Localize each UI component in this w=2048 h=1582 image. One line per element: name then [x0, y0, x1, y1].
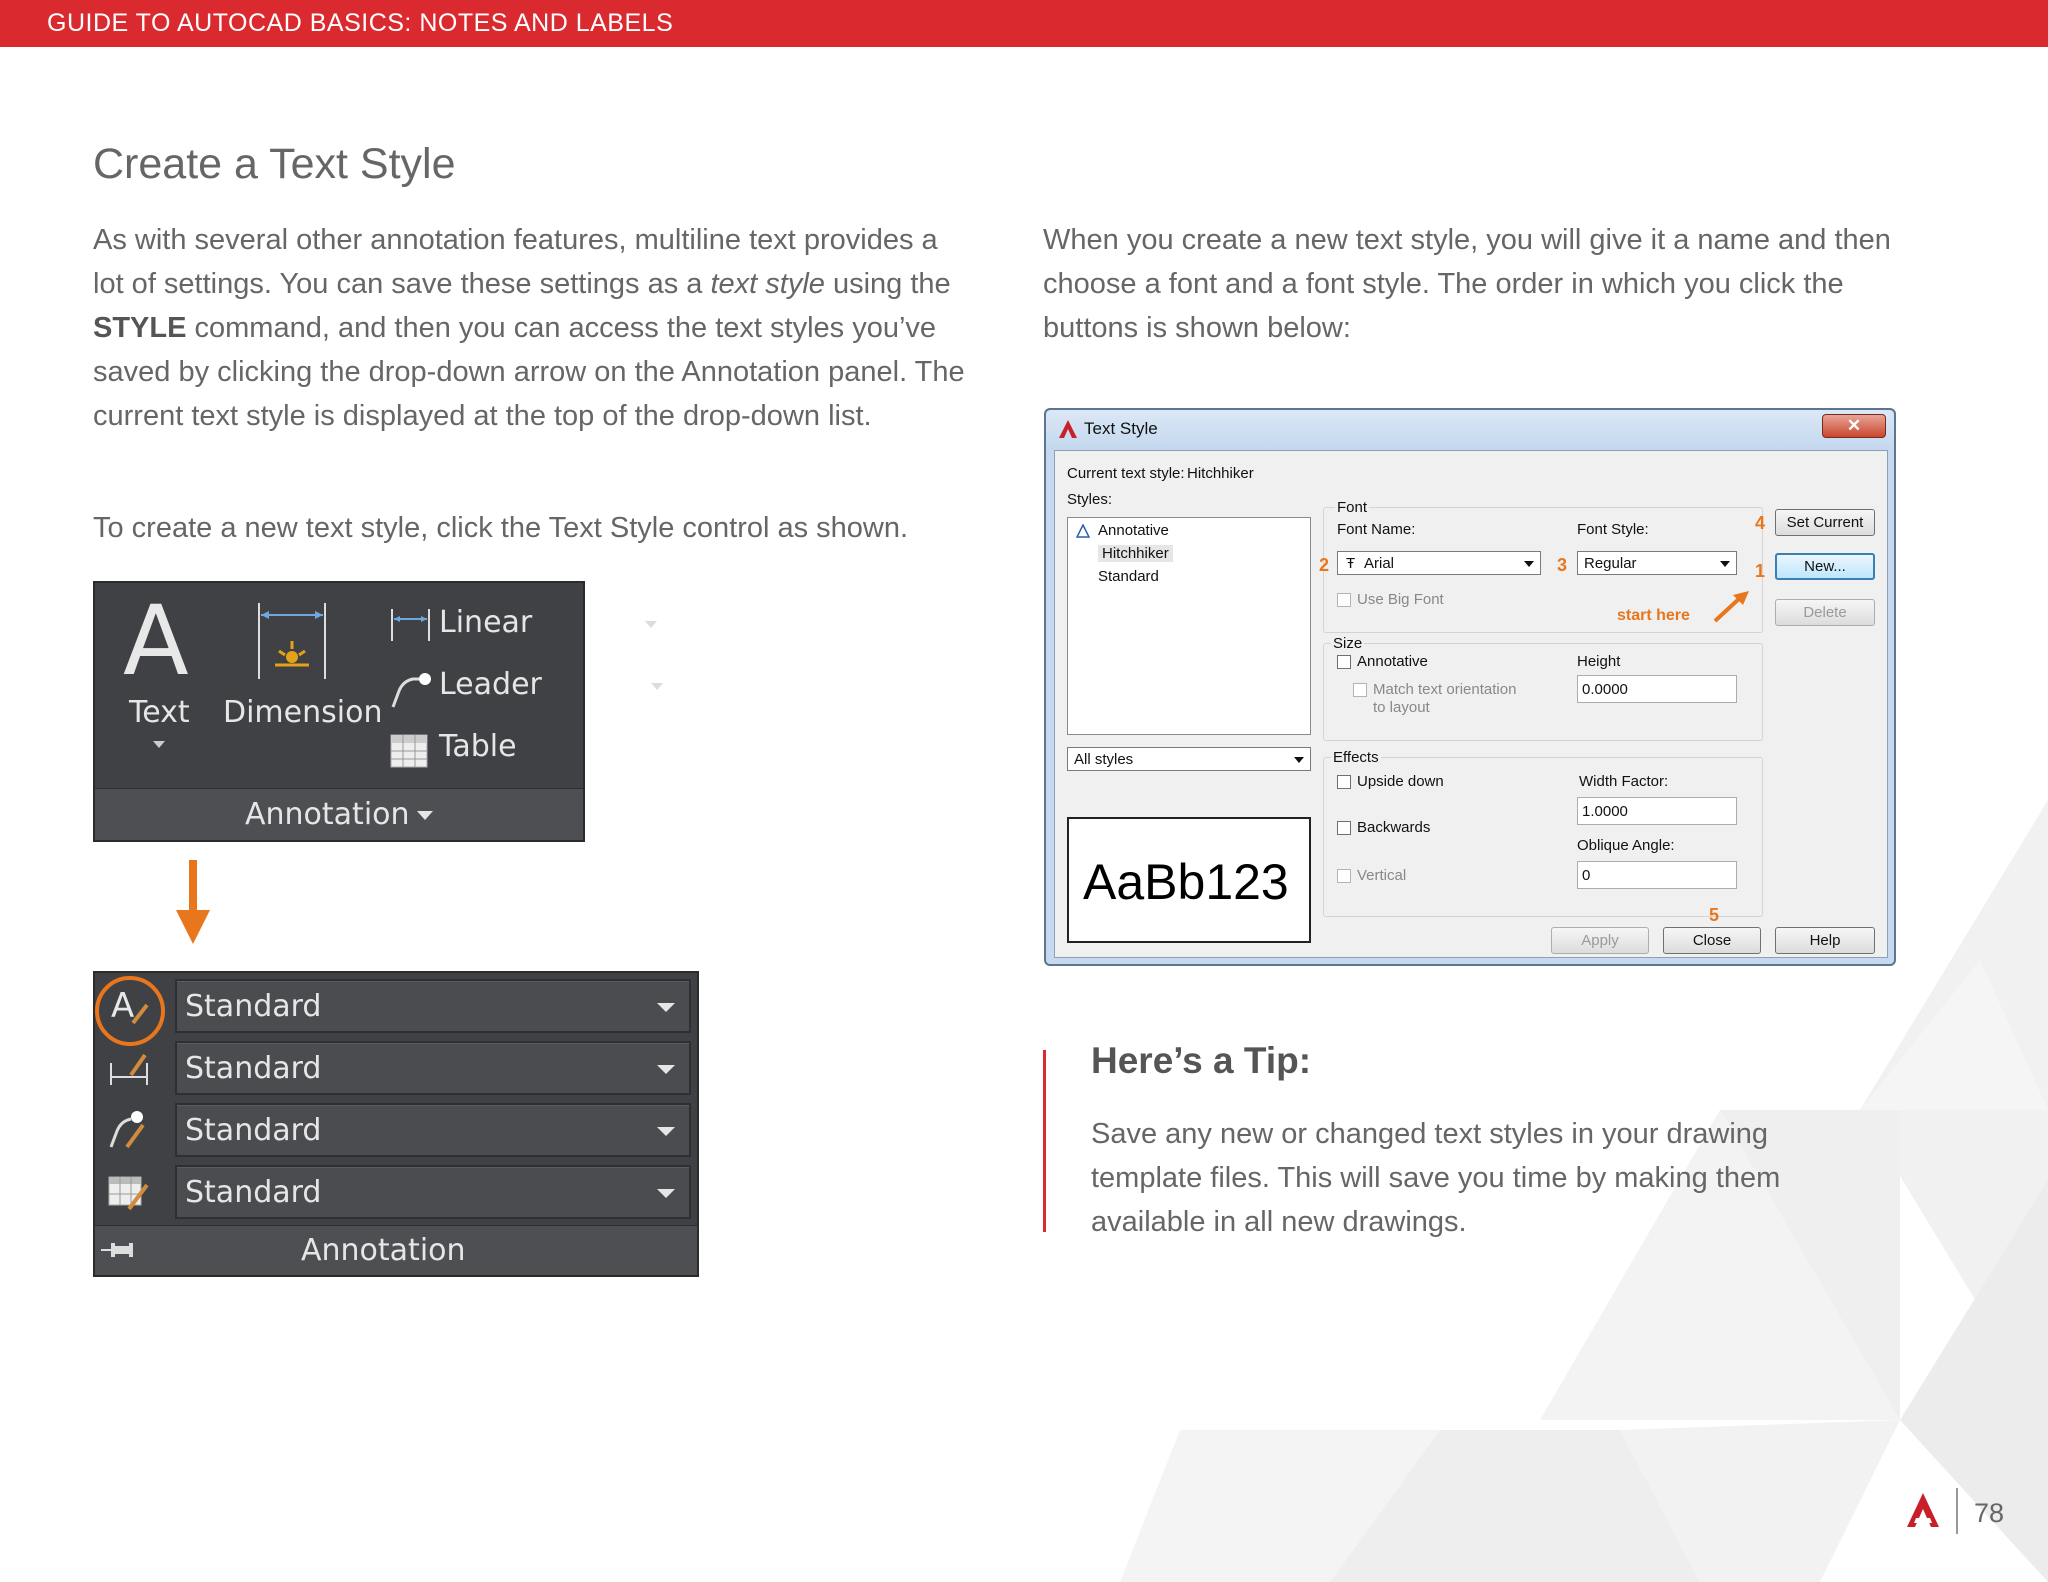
annotative-checkbox[interactable]: [1337, 655, 1351, 669]
apply-button[interactable]: Apply: [1551, 927, 1649, 954]
chevron-down-icon: [1524, 561, 1534, 567]
text-style-dialog: [1044, 408, 1896, 966]
oblique-angle-input[interactable]: [1577, 861, 1737, 889]
linear-label: Linear: [439, 605, 533, 640]
style-filter-combo[interactable]: [1067, 747, 1311, 771]
leader-label: Leader: [439, 667, 542, 702]
upside-down-checkbox[interactable]: [1337, 775, 1351, 789]
multileader-style-value: Standard: [185, 1113, 322, 1148]
dialog-titlebar[interactable]: [1046, 410, 1894, 450]
annotation-panel-styles: [93, 971, 699, 1277]
delete-style-button[interactable]: Delete: [1775, 599, 1875, 626]
chevron-down-icon: [657, 1003, 675, 1012]
font-name-combo[interactable]: [1337, 551, 1541, 575]
height-input[interactable]: [1577, 675, 1737, 703]
table-style-row: [95, 1159, 697, 1221]
annotation-panel-label-collapsed: Annotation: [301, 1233, 466, 1268]
current-style-label: Current text style:: [1067, 465, 1185, 482]
dialog-title: Text Style: [1084, 419, 1158, 438]
backwards-checkbox[interactable]: [1337, 821, 1351, 835]
annotation-panel-footer-collapsed[interactable]: [95, 1225, 697, 1275]
page-number: 78: [1974, 1498, 2005, 1528]
set-current-button[interactable]: Set Current: [1775, 509, 1875, 536]
pin-icon[interactable]: [101, 1240, 135, 1260]
use-big-font-checkbox[interactable]: [1337, 593, 1351, 607]
chevron-down-icon: [657, 1127, 675, 1136]
oblique-angle-value: 0: [1582, 867, 1591, 884]
svg-text:A: A: [111, 986, 135, 1026]
dimension-style-dropdown[interactable]: [175, 1041, 691, 1095]
size-group-label: Size: [1333, 635, 1363, 652]
linear-caret-icon[interactable]: [645, 621, 657, 628]
step-3-marker: 3: [1557, 555, 1568, 575]
chevron-down-icon: [1294, 757, 1304, 763]
intro-paragraph: As with several other annotation features, multiline text provides a lot of settings. You can save these settings as a text style using the STYLE command, and then you can access the text styles you’ve saved by clicking the drop-down arrow on the Annotation panel. The current text style is displayed at the top of the drop-down list.: [93, 224, 965, 432]
width-factor-input[interactable]: [1577, 797, 1737, 825]
table-style-dropdown[interactable]: [175, 1165, 691, 1219]
vertical-checkbox[interactable]: [1337, 869, 1351, 883]
match-orientation-label-2: to layout: [1373, 699, 1430, 716]
font-style-combo[interactable]: [1577, 551, 1737, 575]
header-bar: [0, 0, 2048, 47]
multileader-style-icon[interactable]: [107, 1107, 151, 1151]
dimension-style-row: [95, 1035, 697, 1097]
match-orientation-checkbox[interactable]: [1353, 683, 1367, 697]
table-icon: [389, 731, 429, 769]
leader-icon: [389, 669, 433, 709]
step-5-marker: 5: [1709, 905, 1720, 925]
start-here-label: start here: [1617, 607, 1690, 624]
dialog-close-button[interactable]: ✕: [1822, 414, 1886, 438]
vertical-label: Vertical: [1357, 867, 1407, 884]
text-style-row: [95, 973, 697, 1035]
footer-divider: [1956, 1488, 1958, 1534]
height-label: Height: [1577, 653, 1621, 670]
autocad-logo-icon: [1058, 419, 1078, 439]
orange-down-arrow-icon: [176, 860, 210, 946]
text-style-value: Standard: [185, 989, 322, 1024]
help-button[interactable]: Help: [1775, 927, 1875, 954]
font-style-value: Regular: [1584, 555, 1637, 572]
step-4-marker: 4: [1755, 513, 1766, 533]
annotation-panel-expanded: [93, 581, 585, 842]
style-item-selected[interactable]: Hitchhiker: [1098, 545, 1173, 562]
annotative-icon: [1076, 524, 1090, 538]
dimension-icon[interactable]: [255, 601, 331, 681]
annotative-label: Annotative: [1357, 653, 1428, 670]
dialog-body: [1054, 450, 1888, 958]
annotation-panel-footer[interactable]: [95, 788, 583, 840]
width-factor-value: 1.0000: [1582, 803, 1628, 820]
font-name-label: Font Name:: [1337, 521, 1416, 538]
effects-group-label: Effects: [1333, 749, 1379, 766]
dialog-intro-paragraph: When you create a new text style, you will give it a name and then choose a font and a font style. The order in which you click the buttons is shown below:: [1043, 224, 1891, 344]
tip-accent-bar: [1043, 1050, 1046, 1232]
text-style-dropdown[interactable]: [175, 979, 691, 1033]
height-value: 0.0000: [1582, 681, 1628, 698]
tip-text: Save any new or changed text styles in your drawing template files. This will save you time by making them available in all new drawings.: [1091, 1118, 1781, 1238]
style-item[interactable]: Annotative: [1098, 522, 1169, 539]
font-type-icon: Ŧ: [1346, 555, 1356, 572]
linear-icon: [389, 607, 433, 643]
font-style-label: Font Style:: [1577, 521, 1649, 538]
text-tool-label[interactable]: Text: [129, 695, 190, 730]
chevron-down-icon: [657, 1189, 675, 1198]
upside-down-label: Upside down: [1357, 773, 1444, 790]
page-title: Create a Text Style: [93, 140, 456, 188]
table-style-icon[interactable]: [107, 1169, 151, 1213]
chevron-down-icon: [1720, 561, 1730, 567]
table-label: Table: [439, 729, 517, 764]
new-style-button[interactable]: New...: [1775, 553, 1875, 580]
annotation-expand-caret-icon[interactable]: [417, 811, 433, 820]
style-item[interactable]: Standard: [1098, 568, 1159, 585]
backwards-label: Backwards: [1357, 819, 1431, 836]
text-dropdown-caret-icon[interactable]: [153, 741, 165, 748]
dimension-tool-label[interactable]: Dimension: [223, 695, 383, 730]
style-preview: [1067, 817, 1311, 943]
tip-title: Here’s a Tip:: [1091, 1040, 1312, 1081]
step-2-marker: 2: [1319, 555, 1330, 575]
multileader-style-row: [95, 1097, 697, 1159]
current-style-value: Hitchhiker: [1187, 465, 1254, 482]
style-filter-value: All styles: [1074, 751, 1134, 768]
width-factor-label: Width Factor:: [1579, 773, 1669, 790]
step-1-marker: 1: [1755, 561, 1766, 581]
multileader-style-dropdown[interactable]: [175, 1103, 691, 1157]
match-orientation-label: Match text orientation: [1373, 681, 1517, 698]
start-here-arrow-icon: [1711, 589, 1751, 625]
dimension-style-value: Standard: [185, 1051, 322, 1086]
dimension-style-icon[interactable]: [107, 1045, 151, 1089]
text-tool-icon[interactable]: A: [123, 585, 189, 697]
annotation-panel-label: Annotation: [245, 797, 410, 832]
instruction-paragraph: To create a new text style, click the Text Style control as shown.: [93, 512, 909, 544]
table-style-value: Standard: [185, 1175, 322, 1210]
oblique-angle-label: Oblique Angle:: [1577, 837, 1675, 854]
close-button[interactable]: Close: [1663, 927, 1761, 954]
chevron-down-icon: [657, 1065, 675, 1074]
styles-listbox[interactable]: [1067, 517, 1311, 735]
font-name-value: Arial: [1364, 555, 1395, 572]
autocad-logo-icon: [1906, 1492, 1940, 1528]
preview-text: AaBb123: [1083, 854, 1289, 910]
font-group-label: Font: [1337, 499, 1368, 516]
use-big-font-label: Use Big Font: [1357, 591, 1444, 608]
header-title: GUIDE TO AUTOCAD BASICS: NOTES AND LABELS: [47, 9, 674, 37]
styles-label: Styles:: [1067, 491, 1113, 508]
leader-caret-icon[interactable]: [651, 683, 663, 690]
